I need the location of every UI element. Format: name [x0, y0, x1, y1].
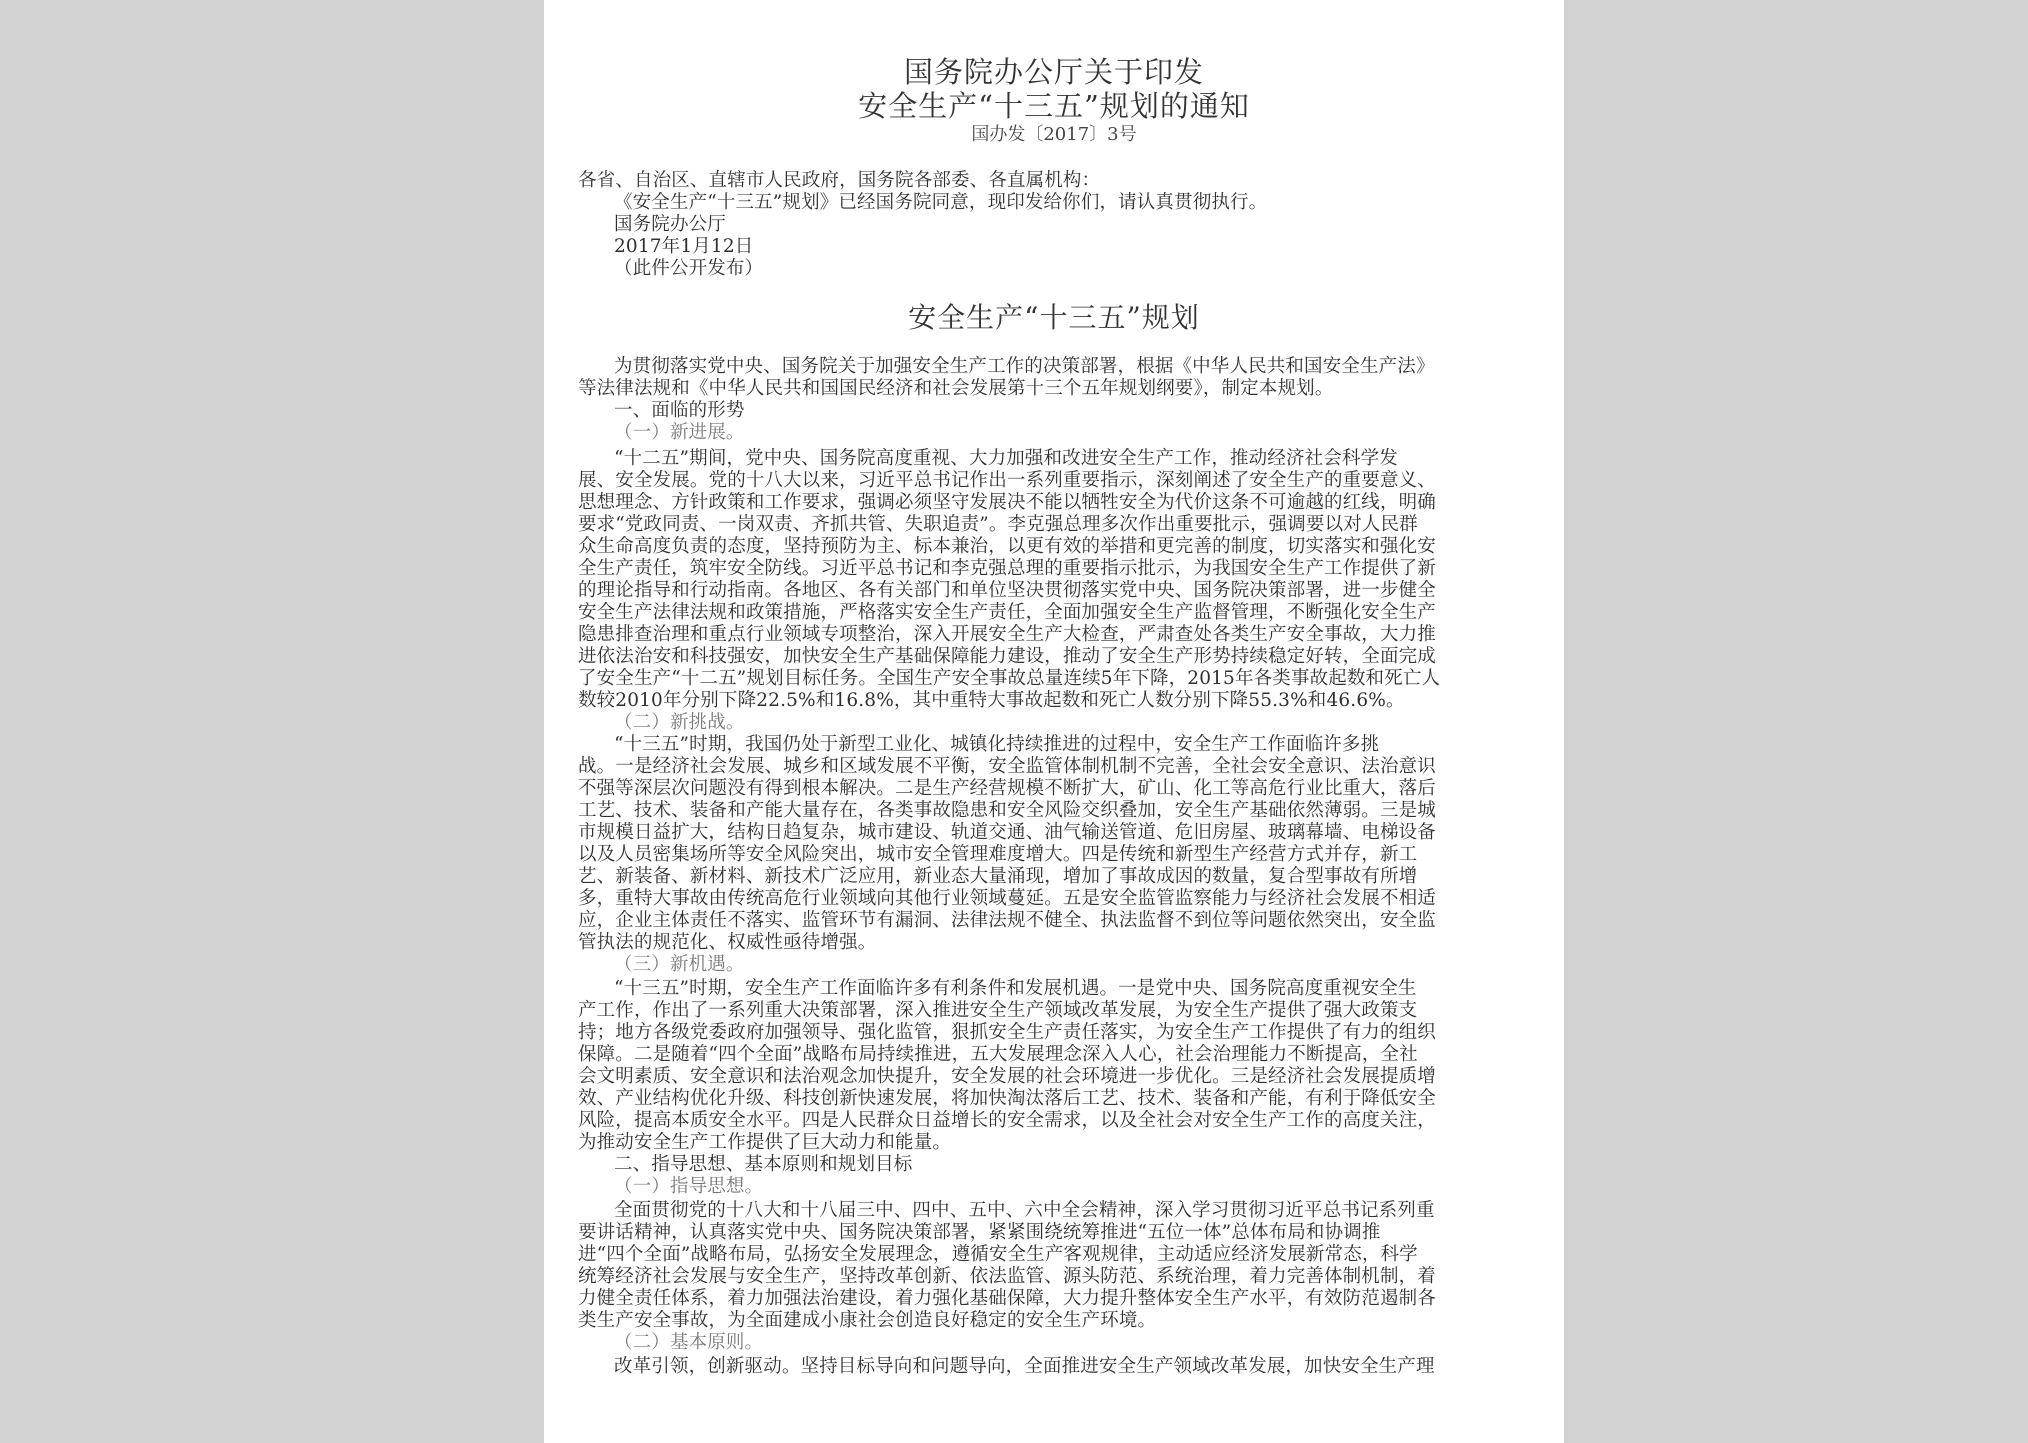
body-line: 为贯彻落实党中央、国务院关于加强安全生产工作的决策部署，根据《中华人民共和国安全生产法》 [614, 356, 1435, 377]
body-line: 的理论指导和行动指南。各地区、各有关部门和单位坚决贯彻落实党中央、国务院决策部署，进一步健全 [578, 580, 1436, 601]
body-line: 统筹经济社会发展与安全生产，坚持改革创新、依法监管、源头防范、系统治理，着力完善体制机制，着 [578, 1266, 1436, 1287]
body-line: 市规模日益扩大，结构日趋复杂，城市建设、轨道交通、油气输送管道、危旧房屋、玻璃幕墙、电梯设备 [578, 822, 1436, 843]
body-line: 产工作，作出了一系列重大决策部署，深入推进安全生产领域改革发展，为安全生产提供了强大政策支 [578, 1000, 1418, 1021]
body-line: 改革引领，创新驱动。坚持目标导向和问题导向，全面推进安全生产领域改革发展，加快安全生产理 [614, 1356, 1435, 1377]
body-line: 工艺、技术、装备和产能大量存在，各类事故隐患和安全风险交织叠加，安全生产基础依然薄弱。三是城 [578, 800, 1436, 821]
body-line: 风险，提高本质安全水平。四是人民群众日益增长的安全需求，以及全社会对安全生产工作的高度关注， [578, 1110, 1436, 1131]
body-line: 会文明素质、安全意识和法治观念加快提升，安全发展的社会环境进一步优化。三是经济社会发展提质增 [578, 1066, 1436, 1087]
doc-number: 国办发〔2017〕3号 [971, 124, 1137, 145]
body-line: 等法律法规和《中华人民共和国国民经济和社会发展第十三个五年规划纲要》，制定本规划。 [578, 378, 1334, 399]
section-heading: 一、面临的形势 [614, 400, 745, 421]
body-line: 了安全生产“十二五”规划目标任务。全国生产安全事故总量连续5年下降，2015年各类事故起数和死亡人 [578, 668, 1441, 689]
publish-note: （此件公开发布） [614, 258, 764, 279]
issue-date: 2017年1月12日 [614, 236, 754, 257]
body-line: 不强等深层次问题没有得到根本解决。二是生产经营规模不断扩大，矿山、化工等高危行业比重大，落后 [578, 778, 1436, 799]
body-line: 管执法的规范化、权威性亟待增强。 [578, 932, 877, 953]
body-line: 艺、新装备、新材料、新技术广泛应用，新业态大量涌现，增加了事故成因的数量，复合型事故有所增 [578, 866, 1418, 887]
body-line: 数较2010年分别下降22.5%和16.8%，其中重特大事故起数和死亡人数分别下降55.3%和46.6%。 [578, 690, 1405, 711]
body-line: 为推动安全生产工作提供了巨大动力和能量。 [578, 1132, 952, 1153]
subsection-heading: （二）基本原则。 [614, 1332, 764, 1353]
body-line: 要讲话精神，认真落实党中央、国务院决策部署，紧紧围绕统筹推进“五位一体”总体布局和协调推 [578, 1222, 1381, 1243]
body-line: “十三五”时期，我国仍处于新型工业化、城镇化持续推进的过程中，安全生产工作面临许多挑 [614, 734, 1380, 755]
notice-text: 《安全生产“十三五”规划》已经国务院同意，现印发给你们，请认真贯彻执行。 [614, 192, 1268, 213]
body-line: 思想理念、方针政策和工作要求，强调必须坚守发展决不能以牺牲安全为代价这条不可逾越的红线，明确 [578, 492, 1436, 513]
addressee: 各省、自治区、直辖市人民政府，国务院各部委、各直属机构： [578, 170, 1101, 191]
subsection-heading: （一）新进展。 [614, 422, 745, 443]
subsection-heading: （二）新挑战。 [614, 712, 745, 733]
plan-title: 安全生产“十三五”规划 [908, 301, 1200, 334]
body-line: 隐患排查治理和重点行业领域专项整治，深入开展安全生产大检查，严肃查处各类生产安全事故，大力推 [578, 624, 1436, 645]
body-line: 持；地方各级党委政府加强领导、强化监管，狠抓安全生产责任落实，为安全生产工作提供了有力的组织 [578, 1022, 1436, 1043]
body-line: 效、产业结构优化升级、科技创新快速发展，将加快淘汰落后工艺、技术、装备和产能，有利于降低安全 [578, 1088, 1436, 1109]
body-line: 展、安全发展。党的十八大以来，习近平总书记作出一系列重要指示，深刻阐述了安全生产的重要意义、 [578, 470, 1436, 491]
body-line: 进依法治安和科技强安，加快安全生产基础保障能力建设，推动了安全生产形势持续稳定好转，全面完成 [578, 646, 1436, 667]
section-heading: 二、指导思想、基本原则和规划目标 [614, 1154, 913, 1175]
body-line: 全面贯彻党的十八大和十八届三中、四中、五中、六中全会精神，深入学习贯彻习近平总书记系列重 [614, 1200, 1435, 1221]
subsection-heading: （一）指导思想。 [614, 1176, 764, 1197]
doc-title-line2: 安全生产“十三五”规划的通知 [858, 89, 1250, 123]
body-line: 以及人员密集场所等安全风险突出，城市安全管理难度增大。四是传统和新型生产经营方式并存，新工 [578, 844, 1418, 865]
issuer: 国务院办公厅 [614, 214, 726, 235]
doc-title-line1: 国务院办公厅关于印发 [903, 55, 1204, 89]
body-line: 要求“党政同责、一岗双责、齐抓共管、失职追责”。李克强总理多次作出重要批示，强调要以对人民群 [578, 514, 1418, 535]
body-line: 应，企业主体责任不落实、监管环节有漏洞、法律法规不健全、执法监督不到位等问题依然突出，安全监 [578, 910, 1436, 931]
body-line: 战。一是经济社会发展、城乡和区域发展不平衡，安全监管体制机制不完善，全社会安全意识、法治意识 [578, 756, 1436, 777]
subsection-heading: （三）新机遇。 [614, 954, 745, 975]
body-line: 进“四个全面”战略布局，弘扬安全发展理念，遵循安全生产客观规律，主动适应经济发展新常态，科学 [578, 1244, 1418, 1265]
body-line: 安全生产法律法规和政策措施，严格落实安全生产责任，全面加强安全生产监督管理，不断强化安全生产 [578, 602, 1436, 623]
body-line: 全生产责任，筑牢安全防线。习近平总书记和李克强总理的重要指示批示，为我国安全生产工作提供了新 [578, 558, 1436, 579]
document-page [544, 0, 1564, 1443]
body-line: 多，重特大事故由传统高危行业领域向其他行业领域蔓延。五是安全监管监察能力与经济社会发展不相适 [578, 888, 1436, 909]
body-line: 类生产安全事故，为全面建成小康社会创造良好稳定的安全生产环境。 [578, 1310, 1157, 1331]
body-line: “十二五”期间，党中央、国务院高度重视、大力加强和改进安全生产工作，推动经济社会科学发 [614, 448, 1398, 469]
body-line: “十三五”时期，安全生产工作面临许多有利条件和发展机遇。一是党中央、国务院高度重视安全生 [614, 978, 1417, 999]
body-line: 众生命高度负责的态度，坚持预防为主、标本兼治，以更有效的举措和更完善的制度，切实落实和强化安 [578, 536, 1436, 557]
body-line: 保障。二是随着“四个全面”战略布局持续推进，五大发展理念深入人心，社会治理能力不断提高，全社 [578, 1044, 1418, 1065]
body-line: 力健全责任体系，着力加强法治建设，着力强化基础保障，大力提升整体安全生产水平，有效防范遏制各 [578, 1288, 1436, 1309]
